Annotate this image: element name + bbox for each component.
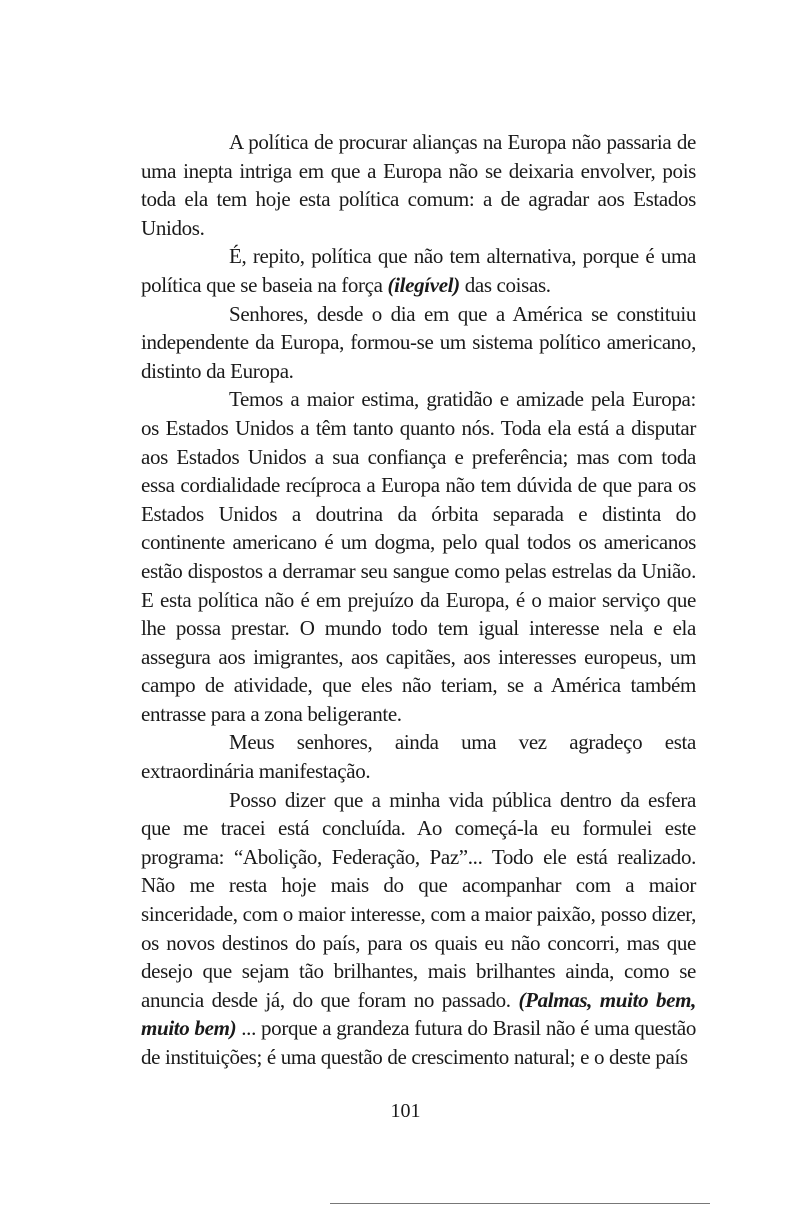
paragraph-text: É, repito, política que não tem alternativa, porque é uma política que se baseia na força: [141, 244, 696, 297]
paragraph-text: ... porque a grandeza futura do Brasil não é uma questão de instituições; é uma questão de crescimento natural; e o deste país: [141, 1016, 696, 1069]
editorial-note-applause: (Palmas, muito bem, muito bem): [141, 987, 696, 1041]
paragraph-2: [141, 242, 696, 299]
paragraph-text: Posso dizer que a minha vida pública dentro da esfera que me tracei está concluída. Ao começá-la eu formulei este programa: “Abolição, Federação, Paz”... Todo ele está realizado. Não me resta hoje mais do que acompanhar com a maior sinceridade, com o maior interesse, com a maior paixão, posso dizer, os novos destinos do país, para os quais eu não concorri, mas que desejo que sejam tão brilhantes, mais brilhantes ainda, como se anuncia desde já, do que foram no passado.: [141, 787, 696, 1012]
paragraph-text: das coisas.: [459, 272, 551, 297]
paragraph-text: Temos a maior estima, gratidão e amizade pela Europa: os Estados Unidos a têm tanto quanto nós. Toda ela está a disputar aos Estados Unidos a sua confiança e preferência; mas com toda essa cordialidade recíproca a Europa não tem dúvida de que para os Estados Unidos a doutrina da órbita separada e distinta do continente americano é um dogma, pelo qual todos os americanos estão dispostos a derramar seu sangue como pelas estrelas da União. E esta política não é em prejuízo da Europa, é o maior serviço que lhe possa prestar. O mundo todo tem igual interesse nela e ela assegura aos imigrantes, aos capitães, aos interesses europeus, um campo de atividade, que eles não teriam, se a América também entrasse para a zona beligerante.: [141, 387, 696, 726]
body-text: [141, 128, 696, 1072]
paragraph-3: [141, 300, 696, 386]
paragraph-text: A política de procurar alianças na Europa não passaria de uma inepta intriga em que a Europa não se deixaria envolver, pois toda ela tem hoje esta política comum: a de agradar aos Estados Unidos.: [141, 130, 696, 240]
paragraph-text: Meus senhores, ainda uma vez agradeço esta extraordinária manifestação.: [141, 730, 696, 784]
paragraph-4: [141, 385, 696, 728]
paragraph-5: [141, 728, 696, 785]
editorial-note-illegible: (ilegível): [387, 272, 460, 297]
paragraph-1: [141, 128, 696, 242]
paragraph-text: Senhores, desde o dia em que a América se constituiu independente da Europa, formou-se um sistema político americano, distinto da Europa.: [141, 301, 696, 383]
bottom-edge-line: [330, 1203, 710, 1204]
page-number: 101: [390, 1100, 421, 1122]
paragraph-6: [141, 786, 696, 1072]
